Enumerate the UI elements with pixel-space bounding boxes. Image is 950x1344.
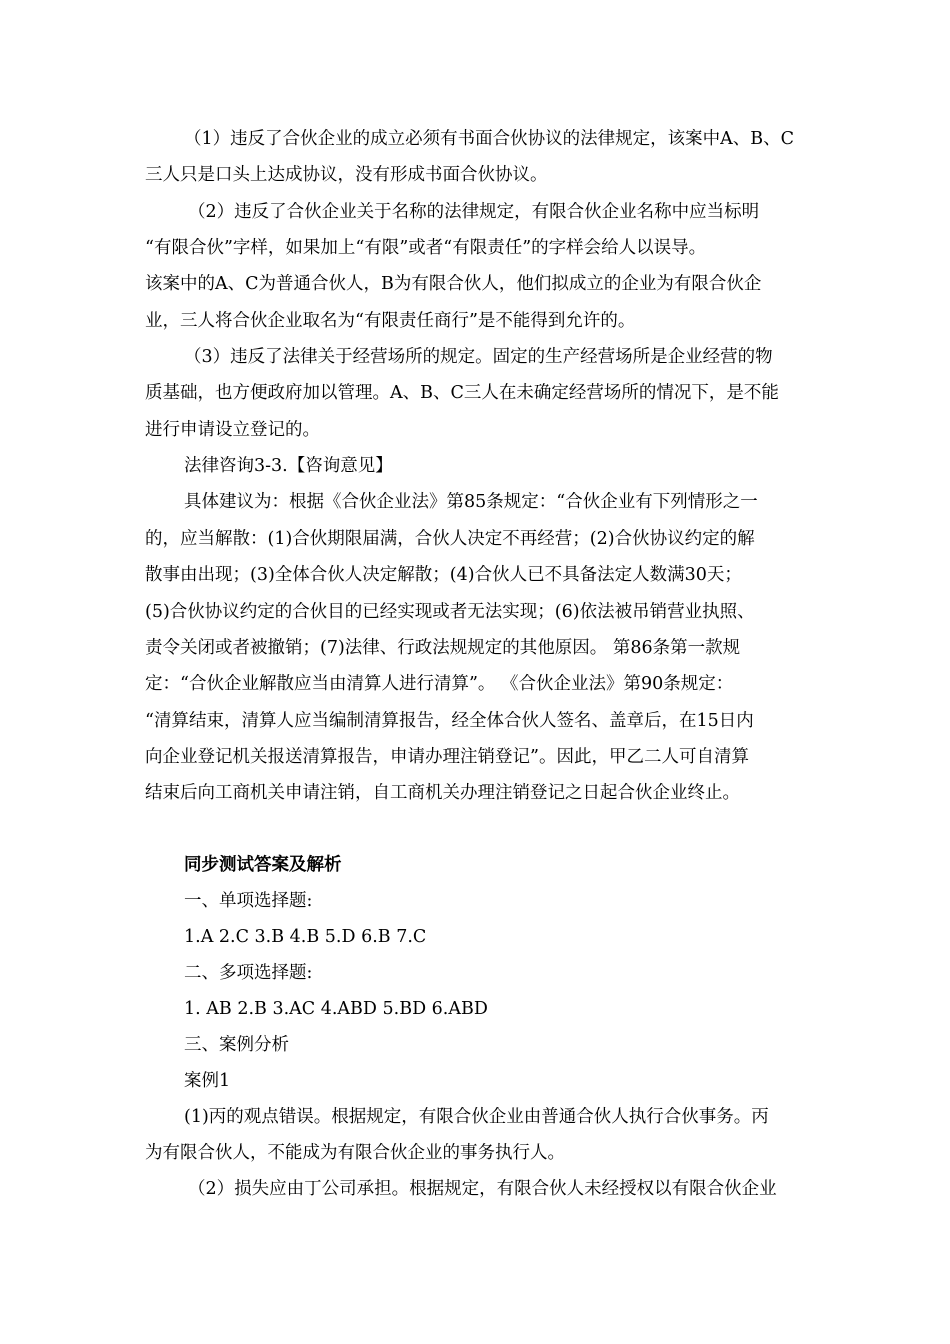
text-line: （2）损失应由丁公司承担。根据规定，有限合伙人未经授权以有限合伙企业 <box>188 1179 777 1199</box>
text-line: 责令关闭或者被撤销；(7)法律、行政法规规定的其他原因。 第86条第一款规 <box>145 638 741 658</box>
section-heading: 法律咨询3-3.【咨询意见】 <box>184 456 393 476</box>
subsection-heading: 一、单项选择题: <box>184 891 313 911</box>
section-title: 同步测试答案及解析 <box>184 855 342 875</box>
text-line: 进行申请设立登记的。 <box>145 420 320 440</box>
text-line: （1）违反了合伙企业的成立必须有书面合伙协议的法律规定，该案中A、B、C <box>184 129 795 149</box>
text-line: “有限合伙”字样，如果加上“有限”或者“有限责任”的字样会给人以误导。 <box>145 238 707 258</box>
text-line: 质基础，也方便政府加以管理。A、B、C三人在未确定经营场所的情况下，是不能 <box>145 383 779 403</box>
text-line: 结束后向工商机关申请注销，自工商机关办理注销登记之日起合伙企业终止。 <box>145 783 740 803</box>
text-line: 向企业登记机关报送清算报告，申请办理注销登记”。因此，甲乙二人可自清算 <box>145 747 749 767</box>
text-line: 的，应当解散：(1)合伙期限届满，合伙人决定不再经营；(2)合伙协议约定的解 <box>145 529 755 549</box>
text-line: (5)合伙协议约定的合伙目的已经实现或者无法实现；(6)依法被吊销营业执照、 <box>145 602 755 622</box>
answer-line: 1. AB 2.B 3.AC 4.ABD 5.BD 6.ABD <box>184 999 488 1019</box>
text-line: 具体建议为：根据《合伙企业法》第85条规定：“合伙企业有下列情形之一 <box>184 492 758 512</box>
text-line: 散事由出现；(3)全体合伙人决定解散；(4)合伙人已不具备法定人数满30天； <box>145 565 742 585</box>
text-line: 为有限合伙人，不能成为有限合伙企业的事务执行人。 <box>145 1143 565 1163</box>
text-line: 定：“合伙企业解散应当由清算人进行清算”。 《合伙企业法》第90条规定： <box>145 674 734 694</box>
answer-line: 1.A 2.C 3.B 4.B 5.D 6.B 7.C <box>184 927 427 947</box>
case-heading: 案例1 <box>184 1071 231 1091</box>
text-line: （2）违反了合伙企业关于名称的法律规定，有限合伙企业名称中应当标明 <box>188 202 760 222</box>
text-line: 该案中的A、C为普通合伙人，B为有限合伙人，他们拟成立的企业为有限合伙企 <box>145 274 762 294</box>
text-line: 三人只是口头上达成协议，没有形成书面合伙协议。 <box>145 165 548 185</box>
text-line: (1)丙的观点错误。根据规定，有限合伙企业由普通合伙人执行合伙事务。丙 <box>184 1107 769 1127</box>
text-line: 业，三人将合伙企业取名为“有限责任商行”是不能得到允许的。 <box>145 311 636 331</box>
subsection-heading: 三、案例分析 <box>184 1035 289 1055</box>
text-line: （3）违反了法律关于经营场所的规定。固定的生产经营场所是企业经营的物 <box>184 347 773 367</box>
text-line: “清算结束，清算人应当编制清算报告，经全体合伙人签名、盖章后，在15日内 <box>145 711 754 731</box>
subsection-heading: 二、多项选择题: <box>184 963 313 983</box>
